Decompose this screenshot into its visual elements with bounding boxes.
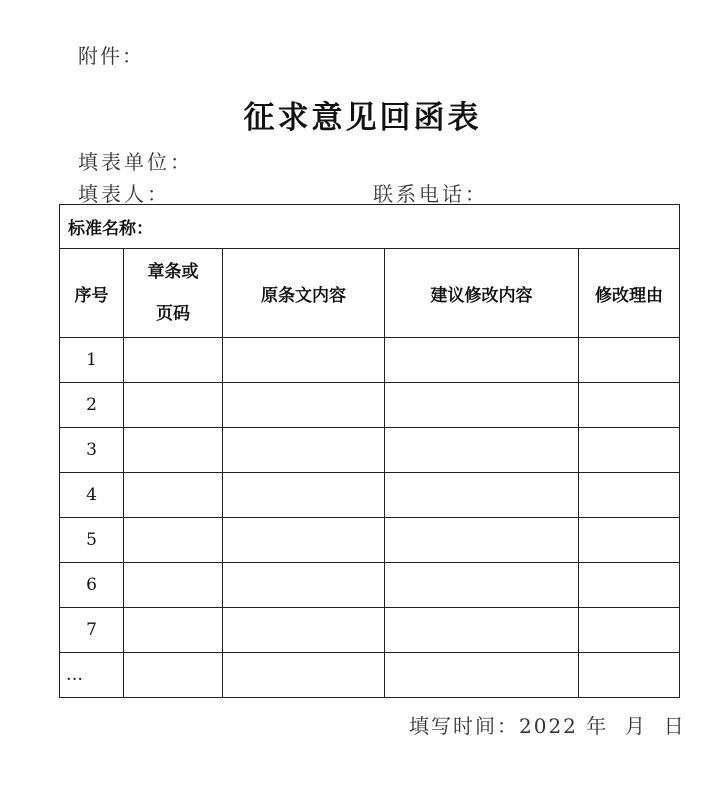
header-row xyxy=(60,249,680,338)
cell-suggestion[interactable] xyxy=(385,428,579,473)
cell-original[interactable] xyxy=(223,383,385,428)
feedback-table xyxy=(59,204,680,698)
table-row xyxy=(60,428,680,473)
filler-label: 填表人： xyxy=(78,182,170,206)
cell-reason[interactable] xyxy=(579,518,680,563)
fill-unit-label: 填表单位： xyxy=(78,150,193,174)
cell-reason[interactable] xyxy=(579,473,680,518)
fill-date-line xyxy=(409,710,686,739)
row-serial: 7 xyxy=(60,608,124,653)
cell-reason[interactable] xyxy=(579,563,680,608)
header-reason: 修改理由 xyxy=(579,249,680,338)
header-serial: 序号 xyxy=(60,249,124,338)
cell-original[interactable] xyxy=(223,653,385,698)
cell-chapter[interactable] xyxy=(124,518,223,563)
cell-suggestion[interactable] xyxy=(385,653,579,698)
cell-original[interactable] xyxy=(223,608,385,653)
cell-chapter[interactable] xyxy=(124,383,223,428)
table-row xyxy=(60,383,680,428)
contact-phone-label: 联系电话： xyxy=(373,182,488,206)
table-row xyxy=(60,518,680,563)
cell-chapter[interactable] xyxy=(124,563,223,608)
cell-reason[interactable] xyxy=(579,338,680,383)
fill-date-month-unit: 月 xyxy=(624,714,647,738)
header-chapter-line2: 页码 xyxy=(156,304,190,324)
cell-chapter[interactable] xyxy=(124,653,223,698)
cell-suggestion[interactable] xyxy=(385,338,579,383)
table-row xyxy=(60,563,680,608)
attachment-label: 附件： xyxy=(78,44,144,68)
table-row xyxy=(60,653,680,698)
cell-original[interactable] xyxy=(223,518,385,563)
row-serial: 6 xyxy=(60,563,124,608)
fill-date-label: 填写时间： xyxy=(409,714,519,738)
standard-name-row xyxy=(60,205,680,249)
row-serial: 1 xyxy=(60,338,124,383)
row-serial: 3 xyxy=(60,428,124,473)
cell-suggestion[interactable] xyxy=(385,608,579,653)
cell-chapter[interactable] xyxy=(124,428,223,473)
page-title: 征求意见回函表 xyxy=(243,100,482,136)
cell-suggestion[interactable] xyxy=(385,473,579,518)
fill-date-year-unit: 年 xyxy=(586,714,609,738)
row-serial: 2 xyxy=(60,383,124,428)
cell-reason[interactable] xyxy=(579,608,680,653)
row-serial-ellipsis: … xyxy=(60,653,124,698)
cell-chapter[interactable] xyxy=(124,473,223,518)
table-row xyxy=(60,338,680,383)
fill-date-day-unit: 日 xyxy=(663,714,686,738)
table-row xyxy=(60,473,680,518)
header-suggestion: 建议修改内容 xyxy=(385,249,579,338)
cell-suggestion[interactable] xyxy=(385,563,579,608)
cell-reason[interactable] xyxy=(579,428,680,473)
row-serial: 5 xyxy=(60,518,124,563)
cell-chapter[interactable] xyxy=(124,608,223,653)
cell-original[interactable] xyxy=(223,563,385,608)
standard-name-label: 标准名称： xyxy=(60,205,680,249)
cell-reason[interactable] xyxy=(579,383,680,428)
fill-date-year: 2022 xyxy=(519,714,578,738)
cell-reason[interactable] xyxy=(579,653,680,698)
row-serial: 4 xyxy=(60,473,124,518)
cell-original[interactable] xyxy=(223,428,385,473)
cell-original[interactable] xyxy=(223,473,385,518)
cell-suggestion[interactable] xyxy=(385,518,579,563)
table-row xyxy=(60,608,680,653)
cell-chapter[interactable] xyxy=(124,338,223,383)
header-original: 原条文内容 xyxy=(223,249,385,338)
header-chapter-line1: 章条或 xyxy=(147,262,199,282)
cell-suggestion[interactable] xyxy=(385,383,579,428)
header-chapter xyxy=(124,249,223,338)
cell-original[interactable] xyxy=(223,338,385,383)
